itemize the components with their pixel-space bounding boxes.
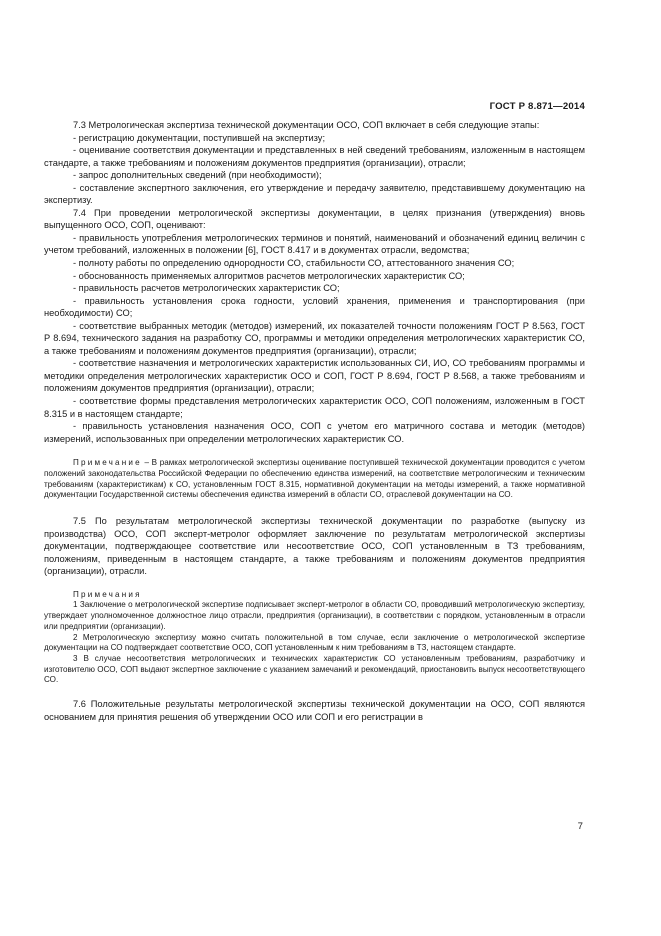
section-7-6: 7.6 Положительные результаты метрологической экспертизы технической документации на ОСО, СОП являются основанием для принятия решения об утверждении ОСО или СОП и его регистрации в [44,699,585,722]
section-7-3-item: - запрос дополнительных сведений (при необходимости); [73,170,322,181]
document-header: ГОСТ Р 8.871—2014 [489,101,585,112]
note-text: – В рамках метрологической экспертизы оценивание поступившей технической документации проводится с учетом положений законодательства Российской Федерации по обеспечению единства измерений, на соответствие метрологическим и техническим требованиям (характеристикам) к СО, установленным ГОСТ 8.315, нормативной документации на методы измерений, а также нормативной документации Государственной системы обеспечения единства измерений в области СО, отраслевой документации на СО. [44,458,585,500]
note-label: Примечание [73,458,142,468]
section-7-4-intro: 7.4 При проведении метрологической экспертизы документации, в целях признания (утверждения) вновь выпущенного ОСО, СОП, оценивают: [44,207,585,231]
section-7-3-item: - оценивание соответствия документации и представленных в ней сведений требованиям, изложенным в настоящем стандарте, а также требованиям и положениям документов предприятия (организации), отрасли; [44,145,585,168]
section-7-4-item: - правильность установления назначения ОСО, СОП с учетом его матричного состава и методик (методов) измерений, использованных при определении метрологических характеристик СО. [44,421,585,444]
section-7-4-item: - соответствие назначения и метрологических характеристик использованных СИ, ИО, СО требованиям программы и методики определения метрологических характеристик ОСО и СОП, ГОСТ Р 8.694, ГОСТ Р 8.568, а также требованиям и положениям документов предприятия (организации), отрасли; [44,358,585,394]
section-7-4-item: - обоснованность применяемых алгоритмов расчетов метрологических характеристик СО; [73,270,465,281]
section-7-4-item: - правильность установления срока годности, условий хранения, применения и транспортирования (при необходимости) СО; [44,295,585,319]
page-number: 7 [577,821,583,832]
note-item: 1 Заключение о метрологической экспертизе подписывает эксперт-метролог в области СО, проводивший метрологическую экспертизу, утверждает уполномоченное должностное лицо отрасли, предприятия (организации), в соответствии с порядком, установленным в отрасли или предприятии (организации). [44,600,585,631]
section-7-4-item: - правильность употребления метрологических терминов и понятий, наименований и обозначений единиц величин с учетом требований, изложенных в положении [6], ГОСТ 8.417 и в документах отрасли, ведомства; [44,232,585,256]
note-block [44,458,585,501]
note-item: 2 Метрологическую экспертизу можно считать положительной в том случае, если заключение о метрологической экспертизе документации на СО подтверждает соответствие ОСО, СОП установленным к ним требованиям в ТЗ, настоящем стандарте. [44,632,585,653]
document-body [44,119,585,723]
section-7-4-item: - соответствие формы представления метрологических характеристик ОСО, СОП положениям, изложенным в ГОСТ 8.315 и в настоящем стандарте; [44,396,585,419]
note-item: 3 В случае несоответствия метрологических и технических характеристик СО установленным требованиям, разработчику и изготовителю ОСО, СОП выдают экспертное заключение с указанием замечаний и рекомендаций, приостановить выпуск несоответствующего СО. [44,653,585,685]
notes-label: Примечания [73,589,142,599]
section-7-4-item: - полноту работы по определению однородности СО, стабильности СО, аттестованного значения СО; [73,258,515,269]
section-7-3-item: - регистрацию документации, поступившей на экспертизу; [73,132,326,143]
section-7-5: 7.5 По результатам метрологической экспертизы технической документации по разработке (выпуску из производства) ОСО, СОП эксперт-метролог оформляет заключение по результатам метрологической экспертизы документации, подтверждающее соответствие или несоответствие ОСО, СОП установленным в ТЗ требованиям, положениям, приведенным в настоящем стандарте, а также требованиям и положениям документов предприятия (организации), отрасли. [44,516,585,577]
section-7-4-item: - правильность расчетов метрологических характеристик СО; [73,283,340,294]
section-7-4-item: - соответствие выбранных методик (методов) измерений, их показателей точности положениям ГОСТ Р 8.563, ГОСТ Р 8.694, технического задания на разработку СО, программы и методики определения метрологических характеристик СО, а также требованиям и положениям документов предприятия (организации), отрасли; [44,320,585,356]
section-7-3-intro: 7.3 Метрологическая экспертиза технической документации ОСО, СОП включает в себя следующие этапы: [73,120,540,130]
section-7-3-item: - составление экспертного заключения, его утверждение и передачу заявителю, представившему документацию на экспертизу. [44,182,585,206]
